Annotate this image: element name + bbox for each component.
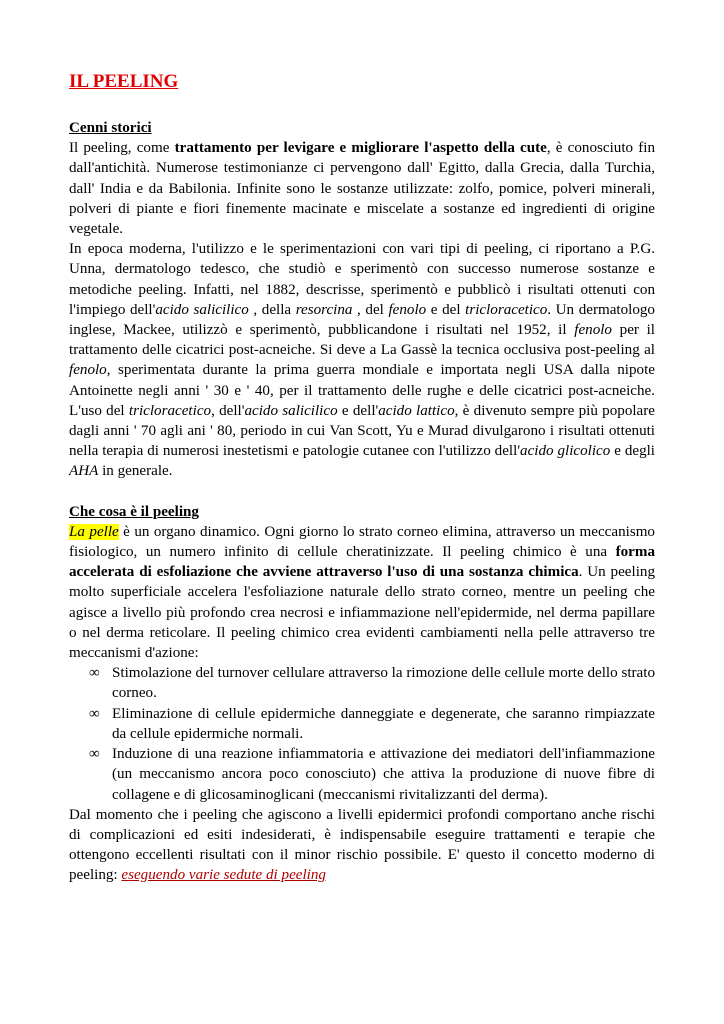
- list-item: ∞ Induzione di una reazione infiammatoria e attivazione dei mediatori dell'infiammazione (un meccanismo ancora poco conosciuto) che attiva la produzione di nuove fibre di collagene e di glicosaminoglicani (meccanismi rivitalizzanti del derma).: [89, 746, 655, 803]
- section-spacer: [69, 482, 655, 502]
- mechanisms-list: [69, 663, 655, 804]
- infinity-bullet-icon: ∞: [89, 746, 100, 763]
- history-paragraph-2: In epoca moderna, l'utilizzo e le sperimentazioni con vari tipi di peeling, ci riportano a P.G. Unna, dermatologo tedesco, che studiò e sperimentò con successo numerose sostanze e metodiche peeling. Infatti, nel 1882, descrisse, sperimentò e pubblicò i risultati ottenuti con l'impiego dell'acido salicilico , della resorcina , del fenolo e del tricloracetico. Un dermatologo inglese, Mackee, utilizzò e sperimentò, pubblicandone i risultati nel 1952, il fenolo per il trattamento delle cicatrici post-acneiche. Si deve a La Gassè la tecnica occlusiva post-peeling al fenolo, sperimentata durante la prima guerra mondiale e importata negli USA dalla nipote Antoinette negli anni ' 30 e ' 40, per il trattamento delle rughe e delle cicatrici post-acneiche. L'uso del tricloracetico, dell'acido salicilico e dell'acido lattico, è divenuto sempre più popolare dagli anni ' 70 agli ani ' 80, periodo in cui Van Scott, Yu e Murad divulgarono i risultati ottenuti nella terapia di numerosi inestetismi e patologie cutanee con l'utilizzo dell'acido glicolico e degli AHA in generale.: [69, 241, 656, 480]
- emphasized-link-text: eseguendo varie sedute di peeling: [121, 867, 326, 884]
- what-is-paragraph-2: Dal momento che i peeling che agiscono a livelli epidermici profondi comportano anche rischi di complicazioni ed esiti indesiderati, è indispensabile eseguire trattamenti e terapie che ottengono eccellenti risultati con il minor rischio possibile. E' questo il concetto moderno di peeling: eseguendo varie sedute di peeling: [69, 806, 655, 884]
- infinity-bullet-icon: ∞: [89, 705, 100, 722]
- what-is-paragraph-1: La pelle è un organo dinamico. Ogni giorno lo strato corneo elimina, attraverso un meccanismo fisiologico, un numero infinito di cellule cheratinizzate. Il peeling chimico è una forma accelerata di esfoliazione che avviene attraverso l'uso di una sostanza chimica. Un peeling molto superficiale accelera l'esfoliazione naturale dello strato corneo, mentre un peeling che agisce a livello più profondo crea necrosi e infiammazione nell'epidermide, nel derma papillare o nel derma reticolare. Il peeling chimico crea evidenti cambiamenti nella pelle attraverso tre meccanismi d'azione:: [69, 523, 655, 662]
- highlighted-text: La pelle: [69, 523, 119, 540]
- section-heading-history: Cenni storici: [69, 120, 152, 136]
- page-title: IL PEELING: [69, 71, 179, 92]
- section-heading-what-is: Che cosa è il peeling: [69, 503, 199, 520]
- history-paragraph-1: Il peeling, come trattamento per levigare e migliorare l'aspetto della cute, è conosciuto fin dall'antichità. Numerose testimonianze ci pervengono dall' Egitto, dalla Grecia, dalla Turchia, dall' India e da Babilonia. Infinite sono le sostanze utilizzate: zolfo, pomice, polveri minerali, polveri di piante e fiori finemente macinate e miscelate a sostanze ed ingredienti di origine vegetale.: [69, 140, 655, 238]
- infinity-bullet-icon: ∞: [89, 665, 100, 682]
- list-item: ∞ Eliminazione di cellule epidermiche danneggiate e degenerate, che saranno rimpiazzate da cellule epidermiche normali.: [89, 705, 655, 742]
- list-item: ∞ Stimolazione del turnover cellulare attraverso la rimozione delle cellule morte dello strato corneo.: [89, 665, 655, 702]
